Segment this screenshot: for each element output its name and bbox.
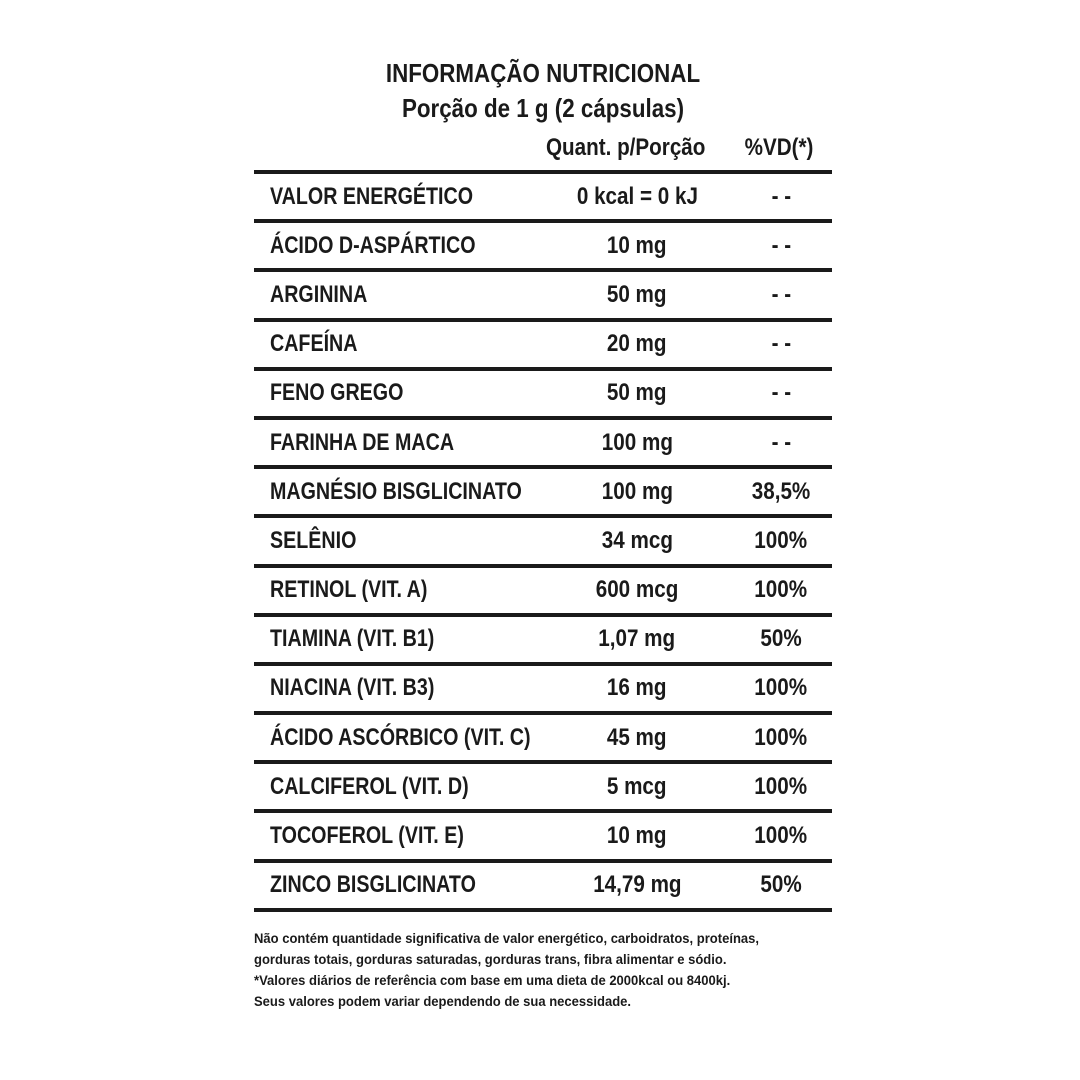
table-row: [254, 617, 832, 666]
table-row: [254, 420, 832, 469]
nutrient-quantity: 14,79 mg: [592, 871, 682, 899]
nutrient-dv: 38,5%: [751, 477, 811, 505]
nutrient-quantity: 50 mg: [607, 379, 667, 407]
nutrient-name: SELÊNIO: [270, 526, 357, 554]
nutrient-dv: 100%: [754, 822, 808, 850]
footnote-line: Não contém quantidade significativa de valor energético, carboidratos, proteínas,: [254, 929, 760, 946]
nutrient-quantity: 10 mg: [607, 231, 667, 259]
table-row: [254, 568, 832, 617]
nutrient-name: ARGININA: [270, 280, 368, 308]
nutrient-dv: 100%: [754, 723, 808, 751]
panel-title: INFORMAÇÃO NUTRICIONAL: [385, 58, 701, 88]
nutrient-table: [254, 170, 832, 912]
column-header-dv: %VD(*): [744, 134, 814, 161]
nutrient-name: ÁCIDO D-ASPÁRTICO: [270, 231, 476, 259]
nutrient-name: MAGNÉSIO BISGLICINATO: [270, 477, 522, 505]
nutrient-dv: - -: [771, 428, 791, 456]
nutrient-dv: 50%: [760, 871, 802, 899]
nutrient-quantity: 20 mg: [607, 330, 667, 358]
nutrient-name: TOCOFEROL (VIT. E): [270, 822, 464, 850]
nutrient-name: RETINOL (VIT. A): [270, 576, 428, 604]
footnote-line: *Valores diários de referência com base em uma dieta de 2000kcal ou 8400kj.: [254, 971, 731, 988]
nutrient-name: CAFEÍNA: [270, 330, 358, 358]
nutrient-dv: - -: [771, 379, 791, 407]
footnote-line: Seus valores podem variar dependendo de sua necessidade.: [254, 992, 632, 1009]
nutrient-dv: - -: [771, 182, 791, 210]
nutrient-dv: - -: [771, 280, 791, 308]
nutrient-quantity: 10 mg: [607, 822, 667, 850]
table-row: [254, 666, 832, 715]
table-row: [254, 813, 832, 862]
table-row: [254, 272, 832, 321]
nutrient-quantity: 100 mg: [601, 428, 673, 456]
footnotes: [254, 928, 832, 1012]
nutrient-quantity: 34 mcg: [601, 526, 673, 554]
nutrient-dv: - -: [771, 330, 791, 358]
nutrient-quantity: 1,07 mg: [598, 625, 676, 653]
nutrient-name: TIAMINA (VIT. B1): [270, 625, 435, 653]
nutrient-dv: 100%: [754, 674, 808, 702]
nutrition-facts-panel: [254, 56, 832, 1012]
table-row: [254, 764, 832, 813]
table-row: [254, 715, 832, 764]
nutrient-quantity: 600 mcg: [595, 576, 679, 604]
nutrient-name: NIACINA (VIT. B3): [270, 674, 435, 702]
nutrient-name: ZINCO BISGLICINATO: [270, 871, 476, 899]
nutrient-quantity: 5 mcg: [607, 772, 667, 800]
nutrient-name: VALOR ENERGÉTICO: [270, 182, 474, 210]
nutrient-quantity: 16 mg: [607, 674, 667, 702]
footnote-line: gorduras totais, gorduras saturadas, gorduras trans, fibra alimentar e sódio.: [254, 950, 727, 967]
table-row: [254, 174, 832, 223]
table-row: [254, 863, 832, 912]
table-row: [254, 223, 832, 272]
nutrient-quantity: 0 kcal = 0 kJ: [576, 182, 698, 210]
nutrient-name: FENO GREGO: [270, 379, 404, 407]
nutrient-dv: 100%: [754, 772, 808, 800]
table-row: [254, 469, 832, 518]
nutrient-quantity: 45 mg: [607, 723, 667, 751]
nutrient-name: ÁCIDO ASCÓRBICO (VIT. C): [270, 723, 531, 751]
nutrient-quantity: 100 mg: [601, 477, 673, 505]
nutrient-name: FARINHA DE MACA: [270, 428, 455, 456]
serving-size: Porção de 1 g (2 cápsulas): [401, 93, 685, 123]
table-row: [254, 518, 832, 567]
nutrient-name: CALCIFEROL (VIT. D): [270, 772, 469, 800]
column-header-quantity: Quant. p/Porção: [546, 134, 706, 161]
nutrient-dv: 100%: [754, 576, 808, 604]
nutrient-dv: 50%: [760, 625, 802, 653]
nutrient-dv: 100%: [754, 526, 808, 554]
table-row: [254, 371, 832, 420]
nutrient-quantity: 50 mg: [607, 280, 667, 308]
column-header-row: [254, 126, 832, 170]
nutrient-dv: - -: [771, 231, 791, 259]
table-row: [254, 322, 832, 371]
